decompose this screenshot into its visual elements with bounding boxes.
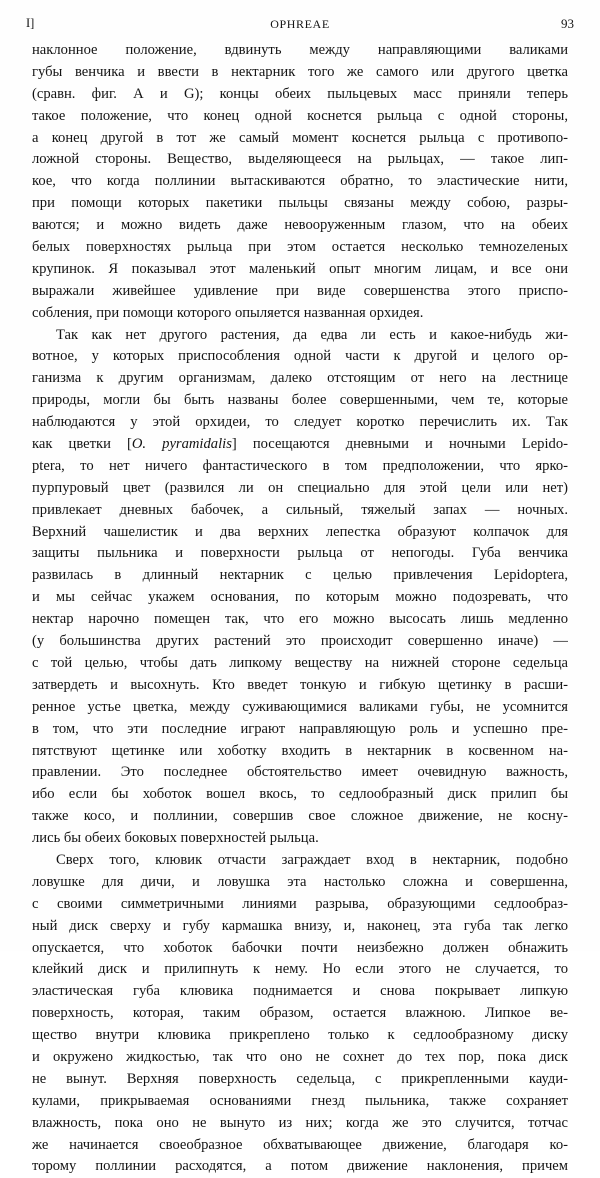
text-line: Так как нет другого растения, да едва ли есть и какое-нибудь жи- bbox=[56, 326, 568, 343]
text-line: также косо, и поллинии, совершив свое сложное движение, не косну- bbox=[32, 808, 568, 825]
text-line: ибо если бы хоботок вошел вкось, то седлообразный диск прилип бы bbox=[32, 786, 568, 803]
text-line: кулами, прикрываемая основаниями гнезд пыльника, также сохраняет bbox=[32, 1092, 568, 1109]
text-line: такое положение, что конец одной коснется рыльца с одной стороны, bbox=[32, 107, 568, 124]
text-line: пурпуровый цвет (развился ли он специально для этой цели или нет) bbox=[32, 479, 568, 496]
text-line: ptera, то нет ничего фантастического в том предположении, что ярко- bbox=[32, 457, 568, 474]
text-line: белых поверхностях рыльца при этом остается несколько темноzеленых bbox=[32, 239, 568, 256]
text-line: Сверх того, клювик отчасти заграждает вход в нектарник, подобно bbox=[56, 851, 568, 868]
text-line: поверхность, которая, таким образом, остается влажною. Липкое ве- bbox=[32, 1005, 568, 1022]
text-line: ганизма к другим организмам, далеко отстоящим от него на лестнице bbox=[32, 370, 568, 387]
text-line: правлении. Это последнее обстоятельство имеет очевидную важность, bbox=[32, 764, 568, 781]
text-line: губы венчика и ввести в нектарник того же самого или другого цветка bbox=[32, 63, 568, 80]
text-line: с той целью, чтобы дать липкому веществу на нижней стороне седельца bbox=[32, 654, 568, 671]
text-line: лись бы обеих боковых поверхностей рыльца. bbox=[32, 830, 319, 847]
running-header bbox=[26, 16, 574, 36]
text-line: в том, что эти последние играют направляющую роль и успешно пре- bbox=[32, 720, 568, 737]
running-title: OPHREAE bbox=[270, 17, 330, 31]
text-line: (у большинства других растений это происходит совершенно иначе) — bbox=[32, 633, 568, 650]
paragraph bbox=[32, 40, 568, 325]
text-line: ренное устье цветка, между суживающимися валиками губы, не усомнится bbox=[32, 698, 568, 715]
text-line: нектар нарочно помещен так, что его можно высосать лишь медленно bbox=[32, 611, 568, 628]
text-line: защиты пыльника и поверхности рыльца от непогоды. Губа венчика bbox=[32, 545, 568, 562]
text-line: щество внутри клювика прикреплено только к седлообразному диску bbox=[32, 1027, 568, 1044]
text-line: Верхний чашелистик и два верхних лепестка образуют колпачок для bbox=[32, 523, 568, 540]
text-line: эластическая губа клювика поднимается и снова покрывает липкую bbox=[32, 983, 568, 1000]
text-line: не вынут. Верхняя поверхность седельца, с прикрепленными кауди- bbox=[32, 1070, 568, 1087]
text-line: развилась в длинный нектарник с целью привлечения Lepidoptera, bbox=[32, 567, 568, 584]
text-line: ваются; и можно видеть даже невооруженным глазом, что на обеих bbox=[32, 217, 568, 234]
text-line: выражали живейшее удивление при виде совершенства этого приспо- bbox=[32, 282, 568, 299]
text-line: а конец другой в тот же самый момент коснется рыльца с противопо- bbox=[32, 129, 568, 146]
text-line: природы, могли бы быть названы более совершенными, чем те, которые bbox=[32, 392, 568, 409]
text-line: и мы сейчас укажем основания, по которым можно подозревать, что bbox=[32, 589, 568, 606]
text-line: и окружено жидкостью, так что оно не сохнет до тех пор, пока диск bbox=[32, 1048, 568, 1065]
text-line: ловушке для дичи, и ловушка эта настолько сложна и совершенна, bbox=[32, 873, 568, 890]
text-line: клейкий диск и прилипнуть к нему. Но если этого не случается, то bbox=[32, 961, 568, 978]
text-line: как цветки [O. pyramidalis] посещаются дневными и ночными Lepidо- bbox=[32, 436, 568, 453]
text-line: крупинок. Я показывал этот маленький опыт многим лицам, и все они bbox=[32, 260, 568, 277]
chapter-marker: I] bbox=[26, 16, 35, 30]
text-line: (сравн. фиг. А и G); концы обеих пыльцевых масс приняли теперь bbox=[32, 85, 568, 102]
text-line: кое, что когда поллинии вытаскиваются обратно, то эластические нити, bbox=[32, 173, 568, 190]
text-line: затвердеть и высохнуть. Кто введет тонкую и гибкую щетинку в расши- bbox=[32, 676, 568, 693]
text-line: ложной стороны. Вещество, выделяющееся на рыльцах, — такое лип- bbox=[32, 151, 568, 168]
text-line: привлекает дневных бабочек, а сильный, тяжелый запах — ночных. bbox=[32, 501, 568, 518]
text-line: наклонное положение, вдвинуть между направляющими валиками bbox=[32, 42, 568, 58]
text-line: влажность, пока оно не вынуто из них; когда же это случится, тотчас bbox=[32, 1114, 568, 1131]
paragraph bbox=[32, 325, 568, 850]
page-number: 93 bbox=[561, 16, 574, 31]
text-line: собления, при помощи которого опыляется названная орхидея. bbox=[32, 304, 424, 321]
text-line: при помощи которых пакетики пыльцы связаны между собою, разры- bbox=[32, 195, 568, 212]
text-line: опускается, что хоботок бабочки почти неизбежно должен обнажить bbox=[32, 939, 568, 956]
text-line: с своими симметричными линиями разрыва, образующими седлообраз- bbox=[32, 895, 568, 912]
body-text bbox=[32, 40, 568, 1178]
text-line: же начинается своеобразное обхватывающее движение, благодаря ко- bbox=[32, 1136, 568, 1153]
paragraph bbox=[32, 850, 568, 1178]
text-line: пятствуют щетинке или хоботку входить в нектарник в косвенном на- bbox=[32, 742, 568, 759]
text-line: наблюдаются у этой орхидеи, то следует коротко перечислить их. Так bbox=[32, 414, 568, 431]
text-line: торому поллинии расходятся, а потом движение наклонения, причем bbox=[32, 1158, 568, 1175]
text-line: вотное, у которых приспособления одной части к другой и целого ор- bbox=[32, 348, 568, 365]
text-line: ный диск сверху и губу кармашка внизу, и, наконец, эта губа так легко bbox=[32, 917, 568, 934]
latin-name: O. pyramidalis bbox=[131, 436, 232, 453]
